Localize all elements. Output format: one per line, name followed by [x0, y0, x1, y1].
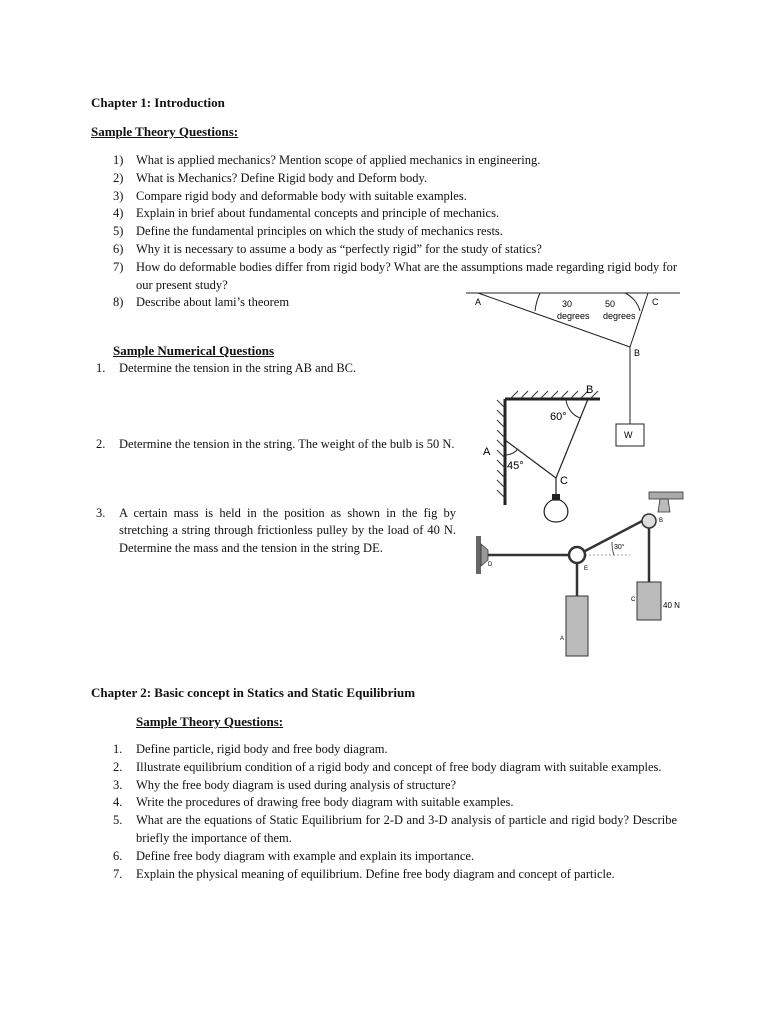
theory-question: [113, 794, 677, 812]
theory-question: [113, 848, 677, 866]
question-number: 5.: [113, 813, 123, 828]
label-c: C: [560, 475, 568, 487]
chapter1-heading: Chapter 1: Introduction: [91, 95, 225, 110]
question-text: Explain in brief about fundamental concepts and principle of mechanics.: [136, 206, 500, 221]
label-w: W: [624, 430, 633, 440]
question-text: Determine the tension in the string. The weight of the bulb is 50 N.: [119, 436, 455, 451]
label-b: B: [659, 518, 664, 524]
wall-mount: [476, 536, 481, 574]
question-number: 8): [113, 295, 124, 310]
question-number: 7.: [113, 866, 123, 881]
question-text: Determine the tension in the string AB and BC.: [119, 361, 357, 375]
pulley-ring-icon: [569, 547, 585, 563]
label-a: A: [483, 446, 491, 458]
angle-label-60: 60°: [550, 411, 567, 423]
question-text: A certain mass is held in the position as shown in the fig by stretching a string through frictionless pulley by the load of 40 N. Determine the mass and the tension in the string DE.: [119, 505, 456, 556]
question-text: What is Mechanics? Define Rigid body and Deform body.: [136, 170, 428, 185]
mass-c-block: [637, 582, 661, 620]
question-text: Why the free body diagram is used during analysis of structure?: [136, 777, 457, 792]
question-text: Define the fundamental principles on which the study of mechanics rests.: [136, 224, 503, 239]
theory-question: [113, 777, 677, 795]
question-number: 5): [113, 224, 124, 239]
chapter1-theory-heading: Sample Theory Questions:: [91, 124, 239, 139]
angle-label-30: 30: [562, 299, 573, 309]
question-number: 1.: [113, 742, 123, 756]
question-text: Write the procedures of drawing free body diagram with suitable examples.: [136, 795, 514, 810]
label-d: D: [488, 562, 493, 568]
question-number: 3): [113, 188, 124, 203]
angle-label-30: 30°: [614, 544, 625, 551]
question-number: 2): [113, 170, 124, 185]
question-number: 4): [113, 206, 124, 221]
theory-question: [113, 741, 677, 759]
wall-bracket: [481, 544, 488, 566]
chapter2-theory-heading: Sample Theory Questions:: [136, 714, 284, 729]
angle-unit-50: degrees: [603, 311, 636, 321]
mass-a-block: [566, 596, 588, 656]
pulley-wheel-icon: [642, 514, 656, 528]
question-number: 3.: [96, 505, 106, 520]
question-text: Illustrate equilibrium condition of a rigid body and concept of free body diagram with suitable examples.: [136, 759, 662, 774]
pulley-bracket: [658, 499, 670, 512]
question-text: Compare rigid body and deformable body with suitable examples.: [136, 188, 467, 203]
ceiling-mount: [649, 492, 683, 499]
theory-question: [113, 759, 677, 777]
load-label: 40 N: [663, 601, 680, 610]
question-text: How do deformable bodies differ from rigid body? What are the assumptions made regarding rigid body for our present study?: [136, 259, 677, 292]
question-number: 6): [113, 241, 124, 256]
theory-question: [113, 812, 677, 848]
question-number: 4.: [113, 795, 123, 810]
question-number: 3.: [113, 777, 123, 792]
label-e: E: [584, 566, 589, 572]
question-text: What is applied mechanics? Mention scope of applied mechanics in engineering.: [136, 153, 541, 167]
question-number: 6.: [113, 848, 123, 863]
label-a: A: [475, 297, 482, 307]
label-c: C: [631, 597, 636, 603]
label-b: B: [634, 348, 641, 358]
question-text: Why it is necessary to assume a body as “perfectly rigid” for the study of statics?: [136, 241, 542, 256]
question-text: Define free body diagram with example and explain its importance.: [136, 848, 475, 863]
question-number: 2.: [96, 436, 106, 451]
numerical-heading: Sample Numerical Questions: [113, 343, 275, 358]
question-text: Define particle, rigid body and free body diagram.: [136, 742, 388, 756]
chapter2-heading: Chapter 2: Basic concept in Statics and Static Equilibrium: [91, 685, 416, 700]
question-text: Describe about lami’s theorem: [136, 295, 290, 310]
chapter2-theory-list: [113, 741, 677, 883]
label-a: A: [560, 636, 565, 642]
question-number: 7): [113, 259, 124, 274]
label-c: C: [652, 297, 659, 307]
question-text: What are the equations of Static Equilibrium for 2-D and 3-D analysis of particle and rigid body? Describe briefly the importance of them.: [136, 813, 677, 845]
angle-label-50: 50: [605, 299, 616, 309]
angle-label-45: 45°: [507, 460, 524, 472]
question-number: 1.: [96, 361, 106, 375]
question-number: 2.: [113, 759, 123, 774]
question-text: Explain the physical meaning of equilibrium. Define free body diagram and concept of particle.: [136, 866, 615, 881]
label-b: B: [586, 384, 594, 396]
question-number: 1): [113, 153, 124, 167]
theory-question: [113, 866, 677, 884]
angle-unit-30: degrees: [557, 311, 590, 321]
